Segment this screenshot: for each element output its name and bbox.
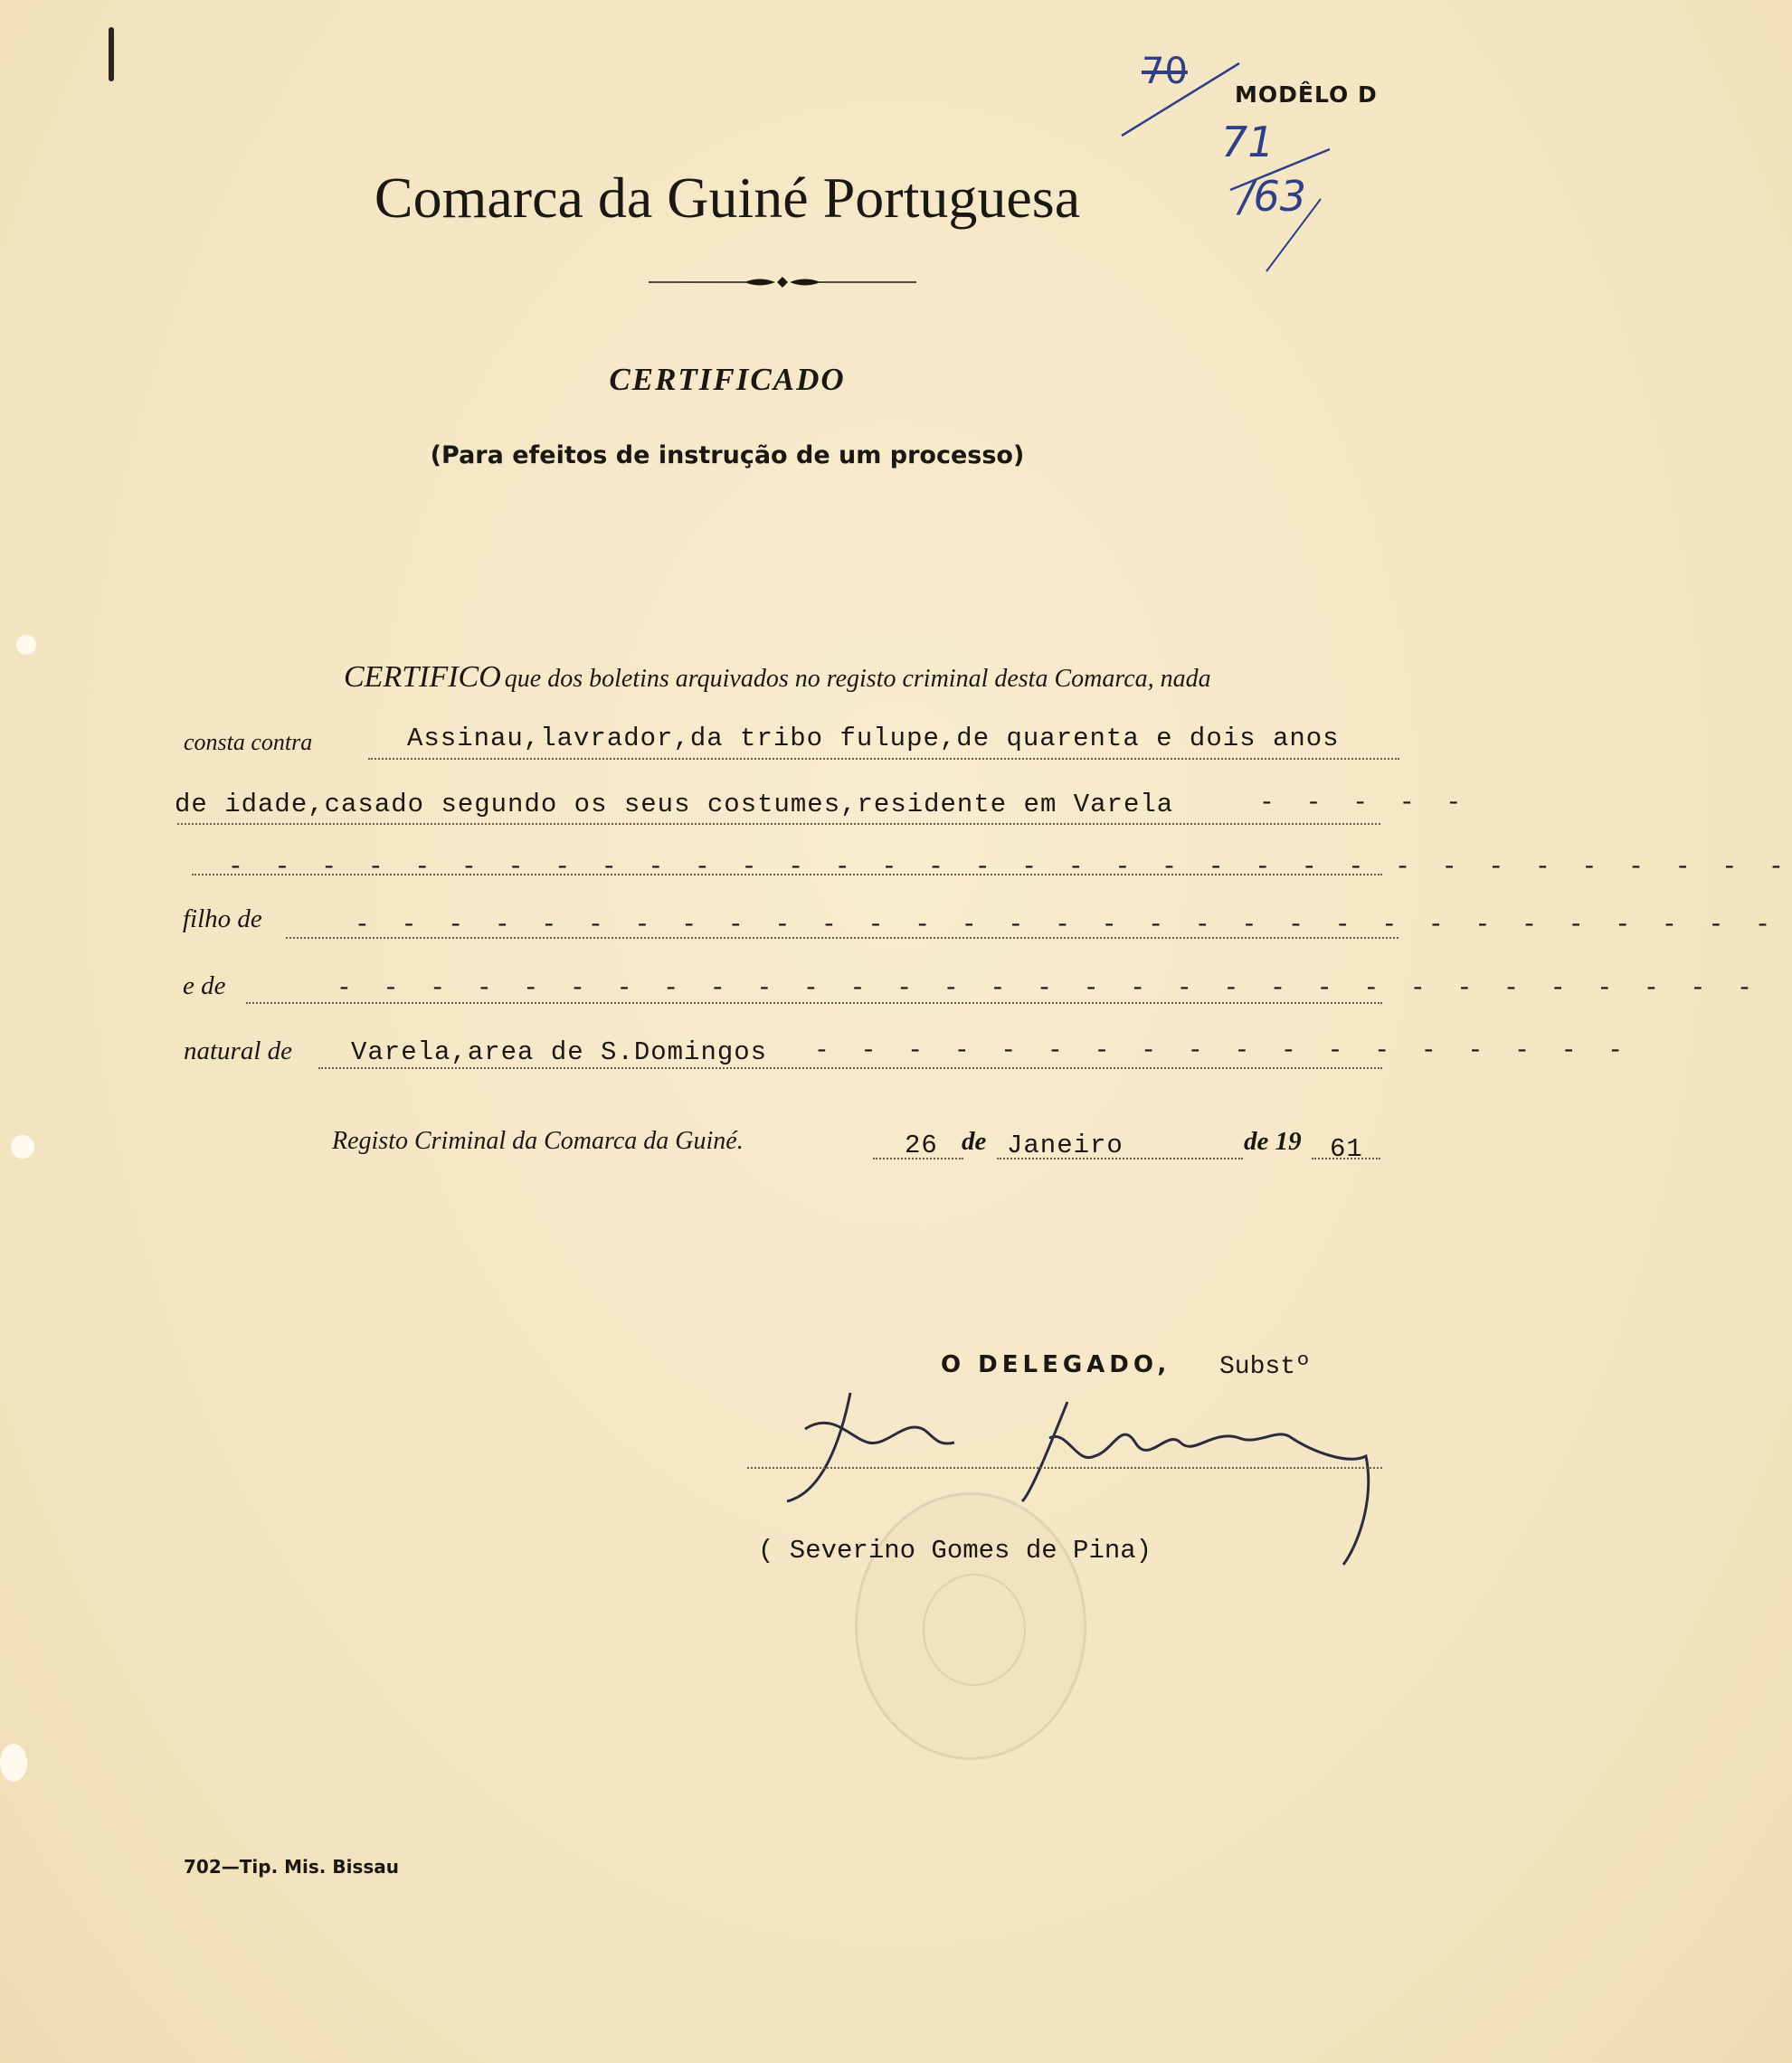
line3-dashes: - - - - - - - - - - - - - - - - - - - - - - - - - - - - - - - - - - [228,854,1792,882]
staple-mark [109,27,114,81]
model-label: MODÊLO D [1235,81,1378,108]
intro-text: que dos boletins arquivados no registo criminal desta Comarca, nada [504,665,1211,693]
punch-hole-middle [11,1135,34,1159]
certifico-word: CERTIFICO [344,660,501,694]
punch-hole-bottom [0,1744,27,1782]
embossed-seal-center [923,1574,1026,1686]
natural-value: Varela,area de S.Domingos [351,1037,768,1067]
handwritten-fraction: /63 [1239,172,1307,221]
consta-label: consta contra [184,729,313,755]
line2-dashes: - - - - - [1259,790,1470,818]
natural-label: natural de [184,1036,293,1065]
filho-dashes: - - - - - - - - - - - - - - - - - - - - - - - - - - - - - - - [355,912,1778,940]
signatory-name: ( Severino Gomes de Pina) [758,1536,1152,1566]
punch-hole-top [16,635,36,655]
certificate-subtitle: (Para efeitos de instrução de um processo) [430,441,1025,469]
filho-label: filho de [183,904,262,933]
ornament-divider [647,271,918,293]
line2-dotline [177,823,1380,825]
date-de1: de [962,1127,987,1156]
consta-dotline [368,758,1399,760]
natural-dashes: - - - - - - - - - - - - - - - - - - [814,1037,1632,1065]
signature-substitute: Substº [1219,1353,1311,1381]
date-year: 61 [1330,1134,1363,1164]
mae-dashes: - - - - - - - - - - - - - - - - - - - - - - - - - - - - - - - [337,975,1760,1003]
date-month: Janeiro [1007,1131,1124,1160]
consta-value: Assinau,lavrador,da tribo fulupe,de quarenta e dois anos [407,724,1340,753]
mae-label: e de [183,971,226,1000]
date-prefix: Registo Criminal da Comarca da Guiné. [332,1127,744,1155]
signature-role: O DELEGADO, [941,1351,1171,1378]
certificate-title: CERTIFICADO [609,362,846,397]
page-title: Comarca da Guiné Portuguesa [374,166,1081,230]
line2-value: de idade,casado segundo os seus costumes,residente em Varela [175,790,1174,819]
natural-dotline [318,1067,1382,1069]
date-day: 26 [905,1131,938,1160]
date-de2: de 19 [1244,1127,1302,1156]
signature-dotline [747,1467,1382,1469]
handwritten-crossed-number: 70 [1142,51,1188,92]
handwritten-number: 71 [1221,118,1275,166]
printer-imprint: 702—Tip. Mis. Bissau [184,1856,399,1878]
certifico-line [344,660,1211,695]
